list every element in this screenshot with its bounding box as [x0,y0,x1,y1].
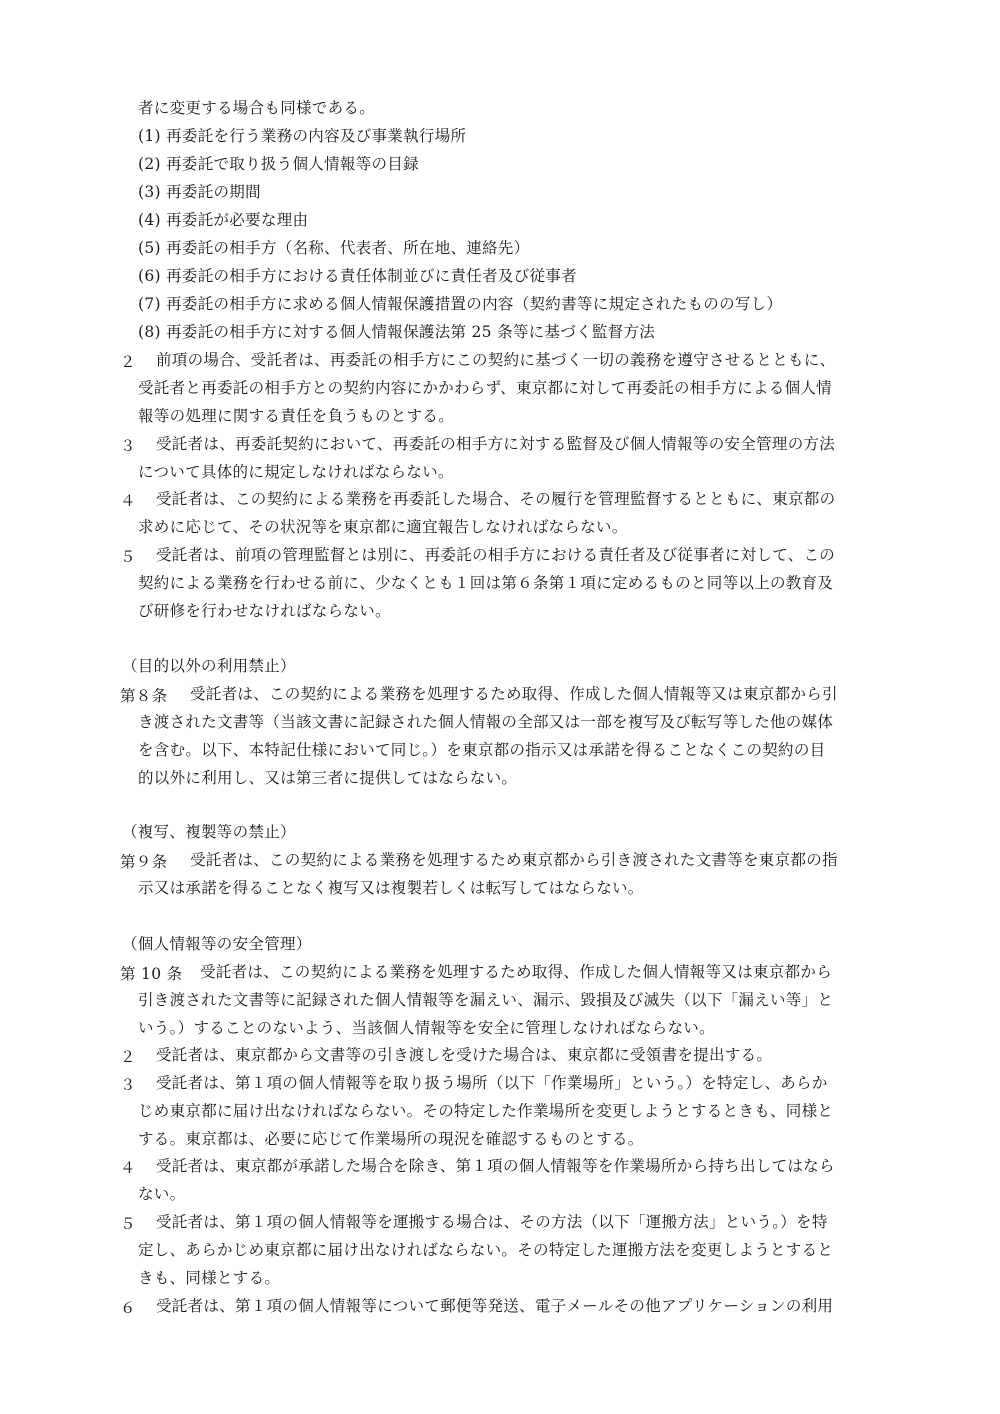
article-number: 第 10 条 [120,965,183,983]
paragraph-number: ５ [120,1215,136,1233]
article-8-heading: （目的以外の利用禁止） [122,657,296,675]
list-item: (6) 再委託の相手方における責任体制並びに責任者及び従事者 [138,267,577,285]
article-10-heading: （個人情報等の安全管理） [122,935,312,953]
paragraph-number: ３ [120,1076,136,1094]
list-item: (1) 再委託を行う業務の内容及び事業執行場所 [138,127,467,145]
paragraph-number: ５ [120,548,136,566]
list-item: (5) 再委託の相手方（名称、代表者、所在地、連絡先） [138,239,530,257]
paragraph-number: ６ [120,1299,136,1317]
list-item: (8) 再委託の相手方に対する個人情報保護法第 25 条等に基づく監督方法 [138,323,656,341]
article-9-heading: （複写、複製等の禁止） [122,823,296,841]
article-number: 第９条 [120,853,168,871]
paragraph-number: ３ [120,437,136,455]
paragraph-number: ２ [120,1048,136,1066]
article-number: 第８条 [120,687,168,705]
list-item: (7) 再委託の相手方に求める個人情報保護措置の内容（契約書等に規定されたものの写し） [138,295,783,313]
list-item: (4) 再委託が必要な理由 [138,211,309,229]
list-item: (3) 再委託の期間 [138,183,261,201]
paragraph-number: ４ [120,492,136,510]
document-page: 者に変更する場合も同様である。 (1) 再委託を行う業務の内容及び事業執行場所 (2) 再委託で取り扱う個人情報等の目録 (3) 再委託の期間 (4) 再委託が必要な理由 (5) 再委託の相手方（名称、代表者、所在地、連絡先） (6) 再委託の相手方における責任体制並びに責任者及び従事者 (7) 再委託の相手方に求める個人情報保護措置の内容（契約書等に規定されたものの写し） (8) 再委託の相手方に対する個人情報保護法第 25 条等に基づく監督方法 ２ 前項の場合、受託者は、再委託の相手方にこの契約に基づく一切の義務を遵守させるとともに、 受託者と再委託の相手方との契約内容にかかわらず、東京都に対して再委託の相手方による個人情 報等の処理に関する責任を負うものとする。 ３ 受託者は、再委託契約において、再委託の相手方に対する監督及び個人情報等の安全管理の方法 について具体的に規定しなければならない。 ４ 受託者は、この契約による業務を再委託した場合、その履行を管理監督するとともに、東京都の 求めに応じて、その状況等を東京都に適宜報告しなければならない。 ５ 受託者は、前項の管理監督とは別に、再委託の相手方における責任者及び従事者に対して、この 契約による業務を行わせる前に、少なくとも１回は第６条第１項に定めるものと同等以上の教育及 び研修を行わせなければならない。 （目的以外の利用禁止） 第８条 受託者は、この契約による業務を処理するため取得、作成した個人情報等又は東京都から引 き渡された文書等（当該文書に記録された個人情報の全部又は一部を複写及び転写等した他の媒体 を含む。以下、本特記仕様において同じ。）を東京都の指示又は承諾を得ることなくこの契約の目 的以外に利用し、又は第三者に提供してはならない。 （複写、複製等の禁止） 第９条 受託者は、この契約による業務を処理するため東京都から引き渡された文書等を東京都の指 示又は承諾を得ることなく複写又は複製若しくは転写してはならない。 （個人情報等の安全管理） 第 10 条 受託者は、この契約による業務を処理するため取得、作成した個人情報等又は東京都から 引き渡された文書等に記録された個人情報等を漏えい、漏示、毀損及び滅失（以下「漏えい等」と いう。）することのないよう、当該個人情報等を安全に管理しなければならない。 ２ 受託者は、東京都から文書等の引き渡しを受けた場合は、東京都に受領書を提出する。 ３ 受託者は、第１項の個人情報等を取り扱う場所（以下「作業場所」という。）を特定し、あらか じめ東京都に届け出なければならない。その特定した作業場所を変更しようとするときも、同様と する。東京都は、必要に応じて作業場所の現況を確認するものとする。 ４ 受託者は、東京都が承諾した場合を除き、第１項の個人情報等を作業場所から持ち出してはなら ない。 ５ 受託者は、第１項の個人情報等を運搬する場合は、その方法（以下「運搬方法」という。）を特 定し、あらかじめ東京都に届け出なければならない。その特定した運搬方法を変更しようとすると きも、同様とする。 ６ 受託者は、第１項の個人情報等について郵便等発送、電子メールその他アプリケーションの利用 [120,99,838,1317]
continuation-line: 者に変更する場合も同様である。 [138,99,376,117]
paragraph-number: ４ [120,1159,136,1177]
paragraph-number: ２ [120,353,136,371]
list-item: (2) 再委託で取り扱う個人情報等の目録 [138,155,419,173]
